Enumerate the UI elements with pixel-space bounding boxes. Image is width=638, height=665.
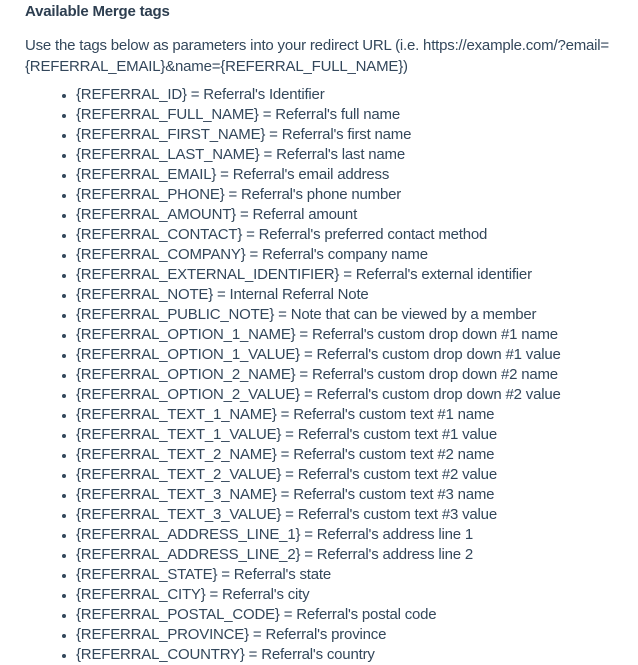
- merge-tag-description: Referral's custom drop down #2 value: [316, 386, 561, 403]
- merge-tag-token: {REFERRAL_TEXT_3_VALUE}: [76, 506, 282, 523]
- merge-tag-description: Referral amount: [252, 206, 358, 223]
- merge-tag-item: [76, 145, 618, 165]
- merge-tag-token: {REFERRAL_OPTION_1_NAME}: [76, 326, 296, 343]
- merge-tag-token: {REFERRAL_ADDRESS_LINE_2}: [76, 546, 301, 563]
- merge-tag-item: [76, 425, 618, 445]
- merge-tag-separator: =: [300, 386, 317, 403]
- merge-tag-item: [76, 225, 618, 245]
- merge-tag-item: [76, 405, 618, 425]
- merge-tag-separator: =: [216, 166, 233, 183]
- merge-tag-description: Referral's postal code: [296, 606, 437, 623]
- merge-tag-description: Referral's preferred contact method: [258, 226, 488, 243]
- merge-tag-token: {REFERRAL_TEXT_2_NAME}: [76, 446, 277, 463]
- merge-tag-token: {REFERRAL_PROVINCE}: [76, 626, 249, 643]
- merge-tag-item: [76, 125, 618, 145]
- merge-tag-description: Referral's city: [222, 586, 310, 603]
- merge-tag-separator: =: [217, 566, 234, 583]
- merge-tag-item: [76, 265, 618, 285]
- merge-tag-separator: =: [186, 86, 204, 103]
- merge-tag-item: [76, 105, 618, 125]
- merge-tag-token: {REFERRAL_PHONE}: [76, 186, 225, 203]
- merge-tag-separator: =: [300, 526, 317, 543]
- intro-line-1: Use the tags below as parameters into your redirect URL (i.e. https://example.com/?email=: [25, 37, 609, 54]
- merge-tag-description: Note that can be viewed by a member: [290, 306, 537, 323]
- merge-tag-item: [76, 445, 618, 465]
- merge-tag-token: {REFERRAL_NOTE}: [76, 286, 214, 303]
- merge-tag-item: [76, 625, 618, 645]
- merge-tag-item: [76, 85, 618, 105]
- intro-line-2: {REFERRAL_EMAIL}&name={REFERRAL_FULL_NAME}): [25, 58, 408, 75]
- merge-tag-item: [76, 505, 618, 525]
- merge-tag-item: [76, 245, 618, 265]
- merge-tag-separator: =: [300, 346, 317, 363]
- merge-tag-separator: =: [213, 286, 230, 303]
- merge-tag-item: [76, 365, 618, 385]
- merge-tag-separator: =: [244, 646, 262, 663]
- merge-tag-item: [76, 645, 618, 665]
- merge-tag-item: [76, 545, 618, 565]
- merge-tag-token: {REFERRAL_COUNTRY}: [76, 646, 245, 663]
- merge-tag-separator: =: [274, 306, 291, 323]
- merge-tag-description: Referral's Identifier: [203, 86, 325, 103]
- merge-tag-item: [76, 585, 618, 605]
- merge-tag-token: {REFERRAL_OPTION_2_VALUE}: [76, 386, 300, 403]
- merge-tag-separator: =: [276, 446, 294, 463]
- merge-tag-token: {REFERRAL_TEXT_3_NAME}: [76, 486, 277, 503]
- merge-tag-token: {REFERRAL_EMAIL}: [76, 166, 217, 183]
- merge-tag-description: Referral's custom text #1 name: [293, 406, 495, 423]
- merge-tag-description: Referral's custom text #2 value: [297, 466, 497, 483]
- merge-tag-token: {REFERRAL_ADDRESS_LINE_1}: [76, 526, 301, 543]
- merge-tag-description: Referral's state: [233, 566, 331, 583]
- merge-tag-token: {REFERRAL_AMOUNT}: [76, 206, 236, 223]
- merge-tag-item: [76, 205, 618, 225]
- merge-tag-separator: =: [259, 146, 277, 163]
- merge-tag-description: Referral's country: [261, 646, 375, 663]
- merge-tag-separator: =: [265, 126, 282, 143]
- merge-tag-description: Referral's province: [265, 626, 387, 643]
- merge-tag-token: {REFERRAL_TEXT_2_VALUE}: [76, 466, 282, 483]
- merge-tag-item: [76, 325, 618, 345]
- merge-tag-description: Referral's custom drop down #1 value: [316, 346, 561, 363]
- merge-tag-item: [76, 485, 618, 505]
- merge-tag-item: [76, 345, 618, 365]
- merge-tag-token: {REFERRAL_CONTACT}: [76, 226, 243, 243]
- merge-tag-item: [76, 285, 618, 305]
- merge-tag-separator: =: [281, 426, 298, 443]
- merge-tag-item: [76, 385, 618, 405]
- merge-tag-description: Referral's email address: [232, 166, 390, 183]
- merge-tag-description: Referral's custom text #3 value: [297, 506, 497, 523]
- merge-tag-separator: =: [235, 206, 253, 223]
- merge-tag-separator: =: [295, 326, 312, 343]
- merge-tag-item: [76, 465, 618, 485]
- merge-tag-description: Referral's custom text #3 name: [293, 486, 495, 503]
- merge-tag-token: {REFERRAL_PUBLIC_NOTE}: [76, 306, 275, 323]
- merge-tag-token: {REFERRAL_STATE}: [76, 566, 218, 583]
- merge-tag-token: {REFERRAL_TEXT_1_VALUE}: [76, 426, 282, 443]
- merge-tag-description: Referral's custom drop down #1 name: [311, 326, 558, 343]
- merge-tag-token: {REFERRAL_FULL_NAME}: [76, 106, 259, 123]
- merge-tag-token: {REFERRAL_LAST_NAME}: [76, 146, 260, 163]
- merge-tag-separator: =: [281, 506, 298, 523]
- merge-tag-separator: =: [281, 466, 298, 483]
- merge-tag-description: Referral's address line 2: [316, 546, 474, 563]
- merge-tag-description: Internal Referral Note: [229, 286, 369, 303]
- section-title: Available Merge tags: [25, 3, 170, 20]
- merge-tag-description: Referral's first name: [281, 126, 412, 143]
- merge-tag-token: {REFERRAL_EXTERNAL_IDENTIFIER}: [76, 266, 340, 283]
- merge-tag-separator: =: [339, 266, 356, 283]
- merge-tag-item: [76, 165, 618, 185]
- merge-tag-item: [76, 185, 618, 205]
- merge-tag-list: [25, 85, 618, 665]
- merge-tag-description: Referral's external identifier: [355, 266, 532, 283]
- merge-tag-token: {REFERRAL_COMPANY}: [76, 246, 246, 263]
- merge-tag-description: Referral's phone number: [241, 186, 402, 203]
- merge-tag-item: [76, 525, 618, 545]
- merge-tag-description: Referral's full name: [275, 106, 400, 123]
- merge-tag-description: Referral's address line 1: [316, 526, 474, 543]
- merge-tag-token: {REFERRAL_ID}: [76, 86, 187, 103]
- merge-tag-separator: =: [279, 606, 297, 623]
- merge-tag-description: Referral's company name: [262, 246, 428, 263]
- merge-tag-separator: =: [276, 406, 294, 423]
- merge-tag-item: [76, 565, 618, 585]
- merge-tag-separator: =: [258, 106, 276, 123]
- merge-tag-item: [76, 605, 618, 625]
- merge-tag-token: {REFERRAL_TEXT_1_NAME}: [76, 406, 277, 423]
- merge-tag-separator: =: [242, 226, 259, 243]
- merge-tag-token: {REFERRAL_OPTION_1_VALUE}: [76, 346, 300, 363]
- intro-text: [25, 35, 618, 77]
- merge-tag-token: {REFERRAL_FIRST_NAME}: [76, 126, 266, 143]
- merge-tag-separator: =: [300, 546, 317, 563]
- merge-tag-separator: =: [205, 586, 223, 603]
- merge-tag-description: Referral's custom text #1 value: [297, 426, 497, 443]
- merge-tag-token: {REFERRAL_CITY}: [76, 586, 206, 603]
- merge-tag-item: [76, 305, 618, 325]
- merge-tag-separator: =: [224, 186, 242, 203]
- merge-tag-description: Referral's custom text #2 name: [293, 446, 495, 463]
- merge-tag-separator: =: [248, 626, 266, 643]
- merge-tag-token: {REFERRAL_POSTAL_CODE}: [76, 606, 280, 623]
- merge-tag-separator: =: [276, 486, 294, 503]
- merge-tag-description: Referral's custom drop down #2 name: [311, 366, 558, 383]
- merge-tag-separator: =: [245, 246, 263, 263]
- merge-tag-token: {REFERRAL_OPTION_2_NAME}: [76, 366, 296, 383]
- merge-tag-separator: =: [295, 366, 312, 383]
- merge-tag-description: Referral's last name: [276, 146, 405, 163]
